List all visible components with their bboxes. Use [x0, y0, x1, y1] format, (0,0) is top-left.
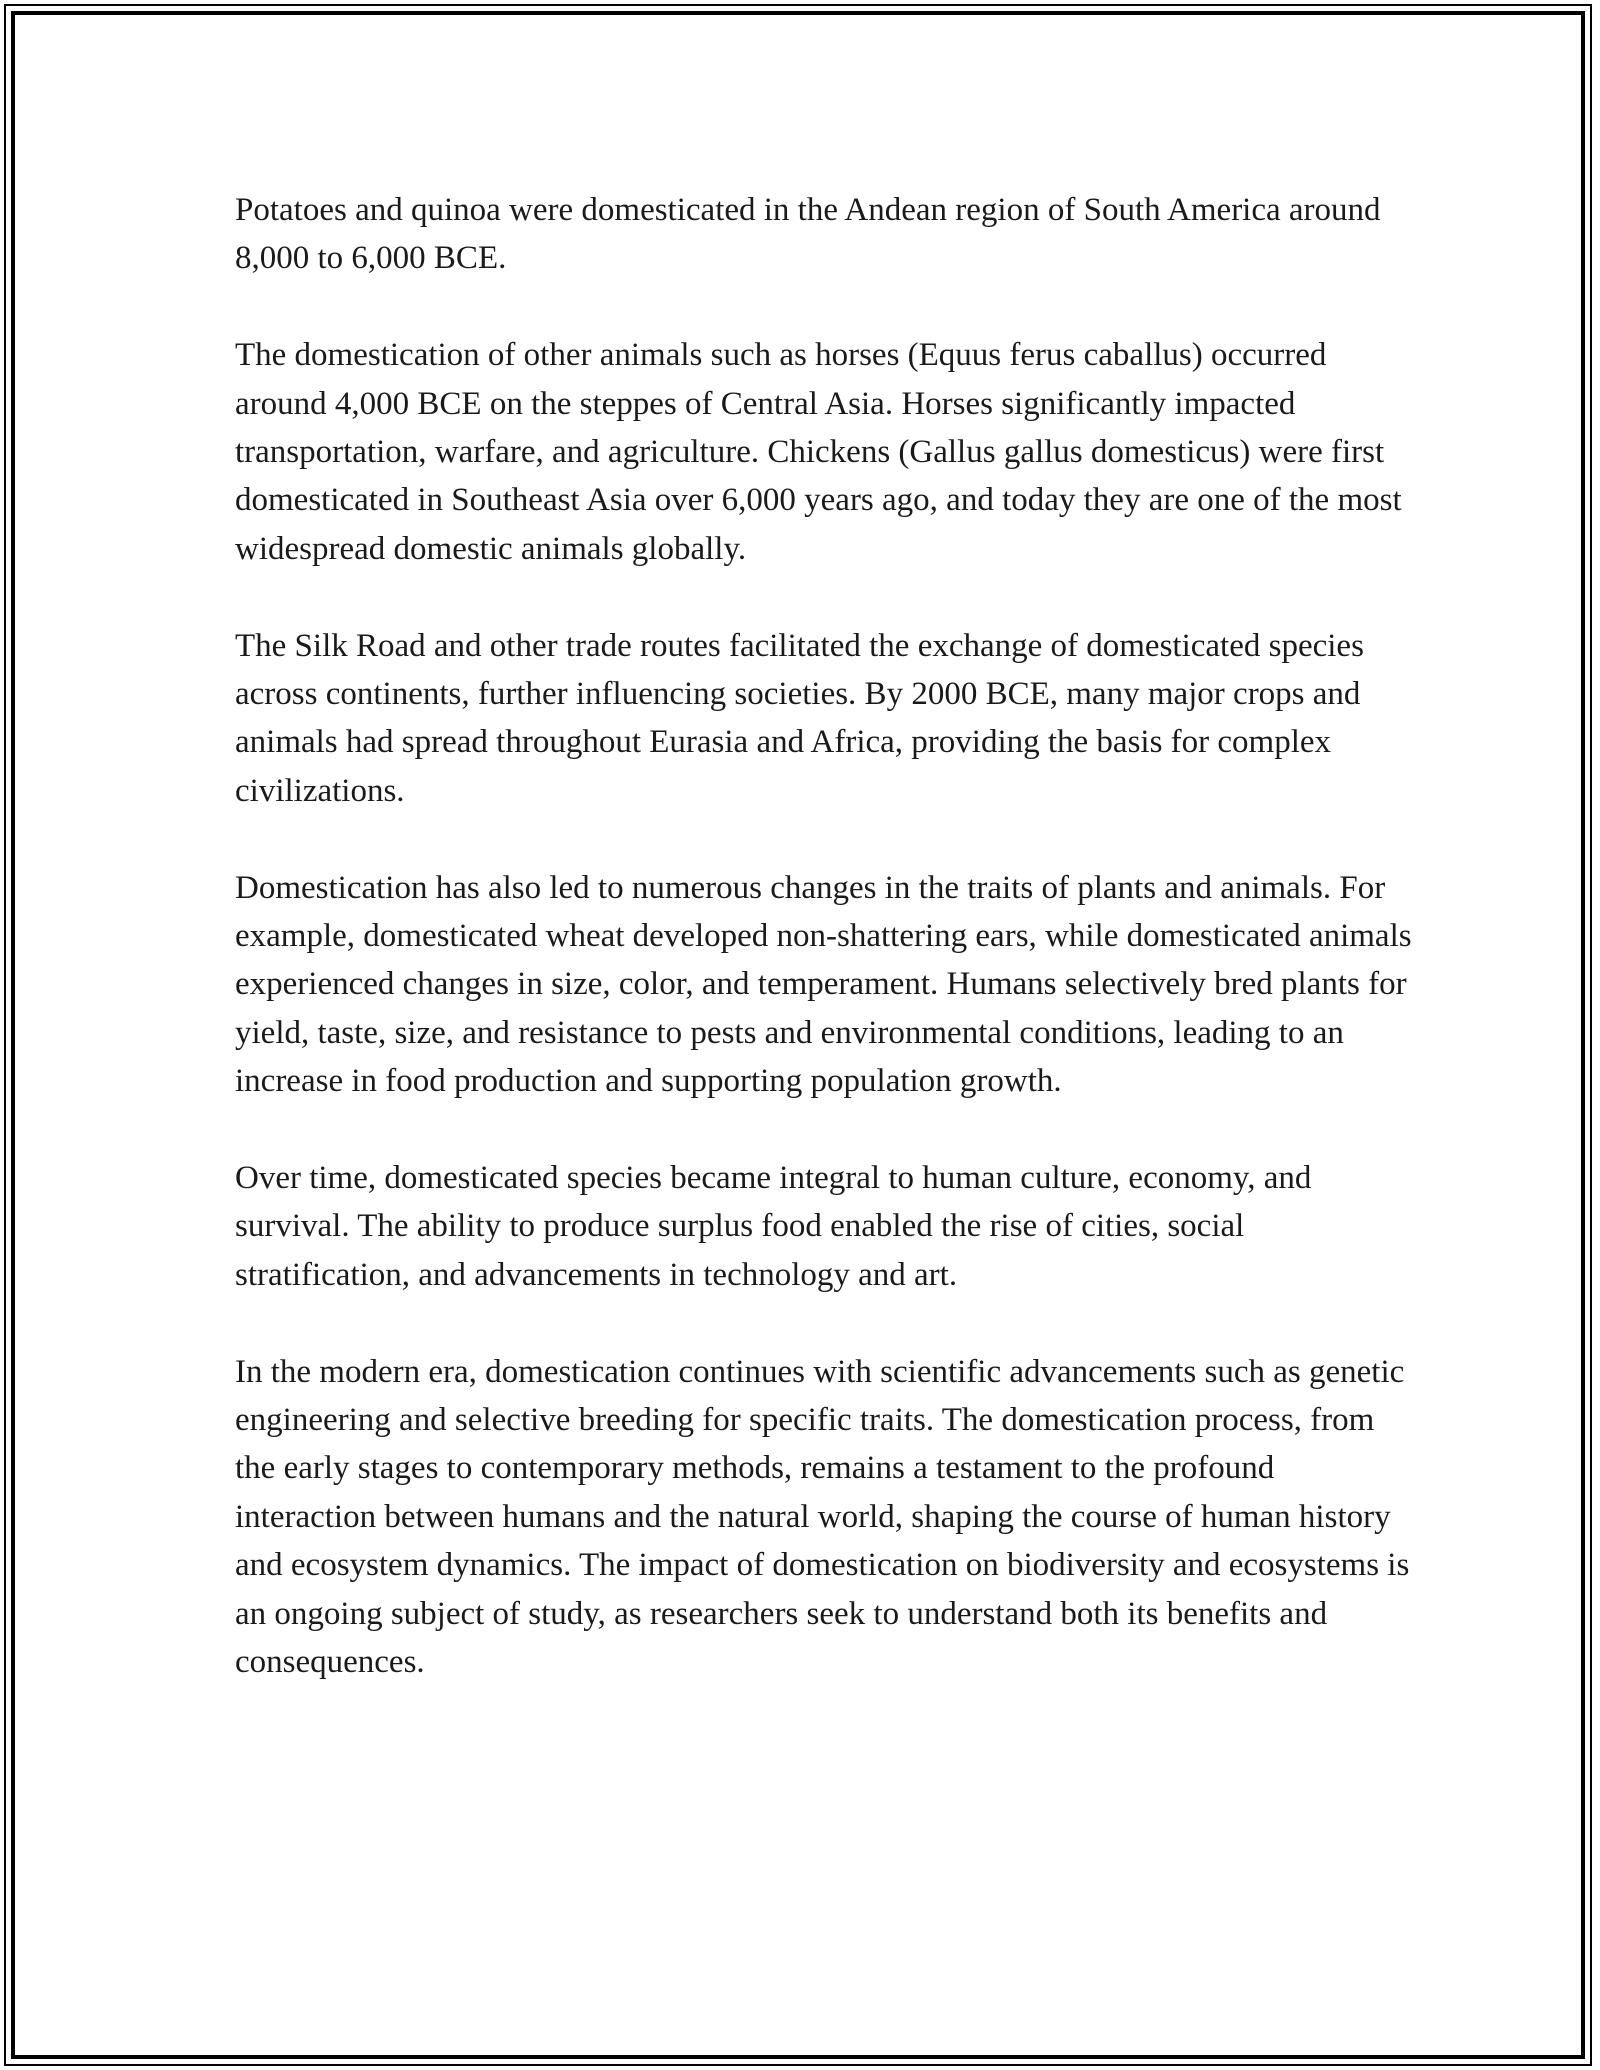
document-body: [235, 186, 1415, 1687]
paragraph: Domestication has also led to numerous changes in the traits of plants and animals. For example, domesticated wheat developed non-shattering ears, while domesticated animals experienced changes in size, color, and temperament. Humans selectively bred plants for yield, taste, size, and resistance to pests and environmental conditions, leading to an increase in food production and supporting population growth.: [235, 869, 1412, 1100]
paragraph: In the modern era, domestication continues with scientific advancements such as genetic engineering and selective breeding for specific traits. The domestication process, from the early stages to contemporary methods, remains a testament to the profound interaction between humans and the natural world, shaping the course of human history and ecosystem dynamics. The impact of domestication on biodiversity and ecosystems is an ongoing subject of study, as researchers seek to understand both its benefits and consequences.: [235, 1353, 1410, 1681]
paragraph: The domestication of other animals such as horses (Equus ferus caballus) occurred around 4,000 BCE on the steppes of Central Asia. Horses significantly impacted transportation, warfare, and agriculture. Chickens (Gallus gallus domesticus) were first domesticated in Southeast Asia over 6,000 years ago, and today they are one of the most widespread domestic animals globally.: [235, 337, 1402, 567]
paragraph: Potatoes and quinoa were domesticated in the Andean region of South America around 8,000 to 6,000 BCE.: [235, 192, 1381, 277]
paragraph: Over time, domesticated species became integral to human culture, economy, and survival. The ability to produce surplus food enabled the rise of cities, social stratification, and advancements in technology and art.: [235, 1160, 1312, 1293]
paragraph: The Silk Road and other trade routes facilitated the exchange of domesticated species across continents, further influencing societies. By 2000 BCE, many major crops and animals had spread throughout Eurasia and Africa, providing the basis for complex civilizations.: [235, 627, 1364, 809]
